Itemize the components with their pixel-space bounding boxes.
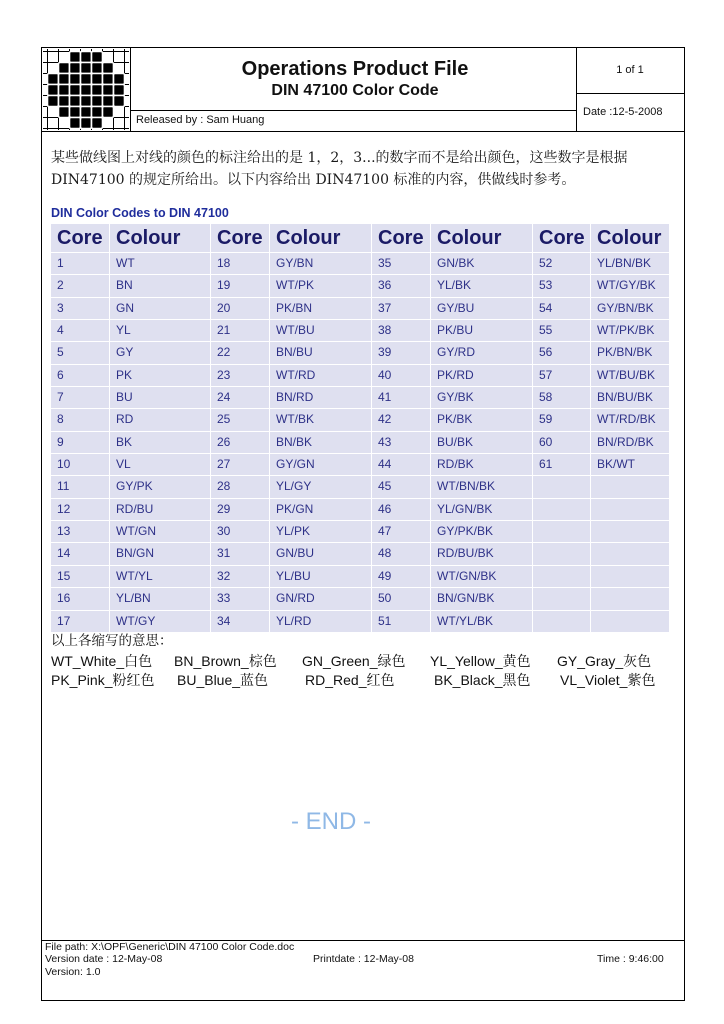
- colour-code: GY/BU: [431, 298, 532, 319]
- abbreviation-row: [0, 672, 700, 690]
- empty-cell: [533, 588, 590, 609]
- core-number: 40: [372, 365, 430, 386]
- logo-cell: [81, 96, 92, 107]
- logo-cell: [92, 74, 103, 85]
- logo-cell: [59, 63, 70, 74]
- core-number: 1: [51, 253, 109, 274]
- empty-cell: [533, 521, 590, 542]
- core-number: 15: [51, 566, 109, 587]
- colour-code: YL/GN/BK: [431, 499, 532, 520]
- colour-code: BN/BU: [270, 342, 371, 363]
- din-color-table: [51, 224, 669, 632]
- column-header-core: Core: [51, 224, 109, 252]
- empty-cell: [591, 566, 669, 587]
- empty-cell: [533, 499, 590, 520]
- colour-code: GN: [110, 298, 210, 319]
- empty-cell: [533, 543, 590, 564]
- logo-cell: [92, 96, 103, 107]
- page-count: 1 of 1: [616, 64, 644, 76]
- core-number: 29: [211, 499, 269, 520]
- core-number: 24: [211, 387, 269, 408]
- core-number: 9: [51, 432, 109, 453]
- core-number: 56: [533, 342, 590, 363]
- core-number: 50: [372, 588, 430, 609]
- colour-code: GY: [110, 342, 210, 363]
- logo-cell: [48, 96, 59, 107]
- logo-cell: [70, 85, 81, 96]
- core-number: 21: [211, 320, 269, 341]
- core-number: 18: [211, 253, 269, 274]
- empty-cell: [591, 521, 669, 542]
- core-number: 36: [372, 275, 430, 296]
- logo-cell: [103, 107, 114, 118]
- column-header-core: Core: [372, 224, 430, 252]
- colour-code: WT/GN/BK: [431, 566, 532, 587]
- core-number: 60: [533, 432, 590, 453]
- logo-cell: [70, 63, 81, 74]
- abbreviation-item: BU_Blue_蓝色: [177, 672, 269, 688]
- colour-code: PK/BN: [270, 298, 371, 319]
- colour-code: PK/BN/BK: [591, 342, 669, 363]
- core-number: 53: [533, 275, 590, 296]
- core-number: 59: [533, 409, 590, 430]
- core-number: 13: [51, 521, 109, 542]
- core-number: 57: [533, 365, 590, 386]
- colour-code: WT/BK: [270, 409, 371, 430]
- core-number: 17: [51, 611, 109, 632]
- core-number: 47: [372, 521, 430, 542]
- core-number: 26: [211, 432, 269, 453]
- abbreviation-item: BK_Black_黑色: [434, 672, 531, 688]
- colour-code: BN/BK: [270, 432, 371, 453]
- logo-cell: [114, 74, 125, 85]
- logo-cell: [114, 96, 125, 107]
- page-date-divider: [576, 93, 685, 94]
- abbreviation-item: PK_Pink_粉红色: [51, 672, 155, 688]
- core-number: 12: [51, 499, 109, 520]
- released-by-divider: [130, 110, 577, 111]
- core-number: 38: [372, 320, 430, 341]
- logo-globe-cells: [48, 52, 125, 129]
- colour-code: GY/RD: [431, 342, 532, 363]
- release-date: Date :12-5-2008: [583, 106, 663, 118]
- colour-code: WT/GY: [110, 611, 210, 632]
- footer-time: Time : 9:46:00: [597, 953, 664, 965]
- logo-cell: [59, 96, 70, 107]
- logo-cell: [81, 85, 92, 96]
- colour-code: WT/PK/BK: [591, 320, 669, 341]
- core-number: 48: [372, 543, 430, 564]
- core-number: 28: [211, 476, 269, 497]
- abbreviation-item: GY_Gray_灰色: [557, 653, 652, 669]
- colour-code: GY/PK/BK: [431, 521, 532, 542]
- core-number: 6: [51, 365, 109, 386]
- core-number: 52: [533, 253, 590, 274]
- colour-code: VL: [110, 454, 210, 475]
- core-number: 5: [51, 342, 109, 363]
- logo-cell: [92, 63, 103, 74]
- logo-cell: [103, 85, 114, 96]
- core-number: 27: [211, 454, 269, 475]
- core-number: 23: [211, 365, 269, 386]
- core-number: 45: [372, 476, 430, 497]
- core-number: 33: [211, 588, 269, 609]
- footer-version: Version: 1.0: [45, 966, 101, 978]
- core-number: 7: [51, 387, 109, 408]
- logo-cell: [103, 96, 114, 107]
- colour-code: GY/BN: [270, 253, 371, 274]
- column-header-core: Core: [211, 224, 269, 252]
- logo-cell: [48, 74, 59, 85]
- colour-code: YL: [110, 320, 210, 341]
- colour-code: YL/BK: [431, 275, 532, 296]
- colour-code: GY/PK: [110, 476, 210, 497]
- core-number: 30: [211, 521, 269, 542]
- colour-code: WT/BU/BK: [591, 365, 669, 386]
- core-number: 39: [372, 342, 430, 363]
- colour-code: YL/GY: [270, 476, 371, 497]
- colour-code: PK/GN: [270, 499, 371, 520]
- colour-code: GN/RD: [270, 588, 371, 609]
- core-number: 14: [51, 543, 109, 564]
- intro-line: DIN47100 的规定所给出。以下内容给出 DIN47100 标准的内容，供做线时参考。: [51, 172, 576, 188]
- colour-code: PK/BK: [431, 409, 532, 430]
- logo-cell: [92, 85, 103, 96]
- released-by: Released by : Sam Huang: [136, 114, 265, 126]
- company-logo: [43, 49, 129, 130]
- core-number: 41: [372, 387, 430, 408]
- colour-code: YL/BN: [110, 588, 210, 609]
- abbreviation-item: VL_Violet_紫色: [560, 672, 656, 688]
- core-number: 58: [533, 387, 590, 408]
- logo-cell: [92, 118, 103, 129]
- core-number: 37: [372, 298, 430, 319]
- core-number: 8: [51, 409, 109, 430]
- colour-code: BN/GN: [110, 543, 210, 564]
- logo-cell: [103, 74, 114, 85]
- core-number: 46: [372, 499, 430, 520]
- document-title: Operations Product File: [241, 58, 469, 80]
- footer-version-date: Version date : 12-May-08: [45, 953, 163, 965]
- core-number: 61: [533, 454, 590, 475]
- colour-code: BN/RD: [270, 387, 371, 408]
- core-number: 16: [51, 588, 109, 609]
- column-header-colour: Colour: [431, 224, 532, 252]
- colour-code: BU: [110, 387, 210, 408]
- colour-code: WT/GY/BK: [591, 275, 669, 296]
- abbreviation-row: [0, 653, 700, 671]
- core-number: 20: [211, 298, 269, 319]
- colour-code: WT/RD/BK: [591, 409, 669, 430]
- logo-cell: [81, 63, 92, 74]
- colour-code: WT/RD: [270, 365, 371, 386]
- abbreviation-item: YL_Yellow_黄色: [430, 653, 531, 669]
- colour-code: BN: [110, 275, 210, 296]
- colour-code: PK/BU: [431, 320, 532, 341]
- document-subtitle: DIN 47100 Color Code: [271, 82, 439, 99]
- abbreviation-item: GN_Green_绿色: [302, 653, 406, 669]
- core-number: 10: [51, 454, 109, 475]
- empty-cell: [591, 543, 669, 564]
- logo-cell: [59, 85, 70, 96]
- colour-code: GY/BN/BK: [591, 298, 669, 319]
- colour-code: BN/GN/BK: [431, 588, 532, 609]
- logo-cell: [59, 74, 70, 85]
- logo-cell: [81, 107, 92, 118]
- colour-code: RD/BU: [110, 499, 210, 520]
- logo-cell: [81, 74, 92, 85]
- core-number: 34: [211, 611, 269, 632]
- core-number: 31: [211, 543, 269, 564]
- core-number: 4: [51, 320, 109, 341]
- end-mark: - END -: [291, 808, 371, 835]
- colour-code: WT/PK: [270, 275, 371, 296]
- colour-code: YL/BU: [270, 566, 371, 587]
- logo-cell: [70, 52, 81, 63]
- core-number: 32: [211, 566, 269, 587]
- empty-cell: [591, 476, 669, 497]
- colour-code: RD: [110, 409, 210, 430]
- colour-code: GN/BK: [431, 253, 532, 274]
- logo-cell: [48, 85, 59, 96]
- core-number: 35: [372, 253, 430, 274]
- header-bottom-divider: [41, 131, 685, 132]
- colour-code: GY/BK: [431, 387, 532, 408]
- colour-code: RD/BK: [431, 454, 532, 475]
- empty-cell: [591, 611, 669, 632]
- colour-code: BU/BK: [431, 432, 532, 453]
- colour-code: GY/GN: [270, 454, 371, 475]
- core-number: 44: [372, 454, 430, 475]
- colour-code: BN/BU/BK: [591, 387, 669, 408]
- abbreviation-item: RD_Red_红色: [305, 672, 395, 688]
- logo-cell: [70, 118, 81, 129]
- colour-code: WT/BU: [270, 320, 371, 341]
- empty-cell: [591, 499, 669, 520]
- logo-cell: [92, 107, 103, 118]
- section-title: DIN Color Codes to DIN 47100: [51, 206, 229, 220]
- colour-code: PK/RD: [431, 365, 532, 386]
- footer-file-path: File path: X:\OPF\Generic\DIN 47100 Color Code.doc: [45, 941, 295, 953]
- colour-code: GN/BU: [270, 543, 371, 564]
- empty-cell: [533, 476, 590, 497]
- core-number: 42: [372, 409, 430, 430]
- core-number: 19: [211, 275, 269, 296]
- logo-cell: [81, 118, 92, 129]
- globe-grid-icon: [43, 49, 129, 130]
- core-number: 11: [51, 476, 109, 497]
- abbreviation-item: BN_Brown_棕色: [174, 653, 277, 669]
- empty-cell: [533, 611, 590, 632]
- logo-cell: [114, 85, 125, 96]
- core-number: 51: [372, 611, 430, 632]
- colour-code: YL/BN/BK: [591, 253, 669, 274]
- colour-code: PK: [110, 365, 210, 386]
- column-header-colour: Colour: [591, 224, 669, 252]
- column-header-core: Core: [533, 224, 590, 252]
- logo-divider: [130, 47, 131, 132]
- core-number: 3: [51, 298, 109, 319]
- core-number: 54: [533, 298, 590, 319]
- empty-cell: [533, 566, 590, 587]
- abbreviation-item: WT_White_白色: [51, 653, 153, 669]
- colour-code: RD/BU/BK: [431, 543, 532, 564]
- core-number: 22: [211, 342, 269, 363]
- colour-code: WT/BN/BK: [431, 476, 532, 497]
- logo-cell: [70, 74, 81, 85]
- column-header-colour: Colour: [270, 224, 371, 252]
- colour-code: WT: [110, 253, 210, 274]
- colour-code: WT/YL/BK: [431, 611, 532, 632]
- logo-cell: [59, 107, 70, 118]
- empty-cell: [591, 588, 669, 609]
- core-number: 55: [533, 320, 590, 341]
- footer-print-date: Printdate : 12-May-08: [313, 953, 414, 965]
- intro-line: 某些做线图上对线的颜色的标注给出的是 1，2，3...的数字而不是给出颜色，这些数字是根据: [51, 150, 628, 166]
- colour-code: WT/GN: [110, 521, 210, 542]
- core-number: 25: [211, 409, 269, 430]
- core-number: 49: [372, 566, 430, 587]
- colour-code: WT/YL: [110, 566, 210, 587]
- logo-cell: [70, 96, 81, 107]
- colour-code: YL/RD: [270, 611, 371, 632]
- logo-cell: [92, 52, 103, 63]
- colour-code: YL/PK: [270, 521, 371, 542]
- core-number: 43: [372, 432, 430, 453]
- logo-cell: [103, 63, 114, 74]
- column-header-colour: Colour: [110, 224, 210, 252]
- core-number: 2: [51, 275, 109, 296]
- abbreviations-heading: 以上各缩写的意思：: [51, 633, 173, 649]
- colour-code: BK: [110, 432, 210, 453]
- colour-code: BN/RD/BK: [591, 432, 669, 453]
- colour-code: BK/WT: [591, 454, 669, 475]
- logo-cell: [70, 107, 81, 118]
- logo-cell: [81, 52, 92, 63]
